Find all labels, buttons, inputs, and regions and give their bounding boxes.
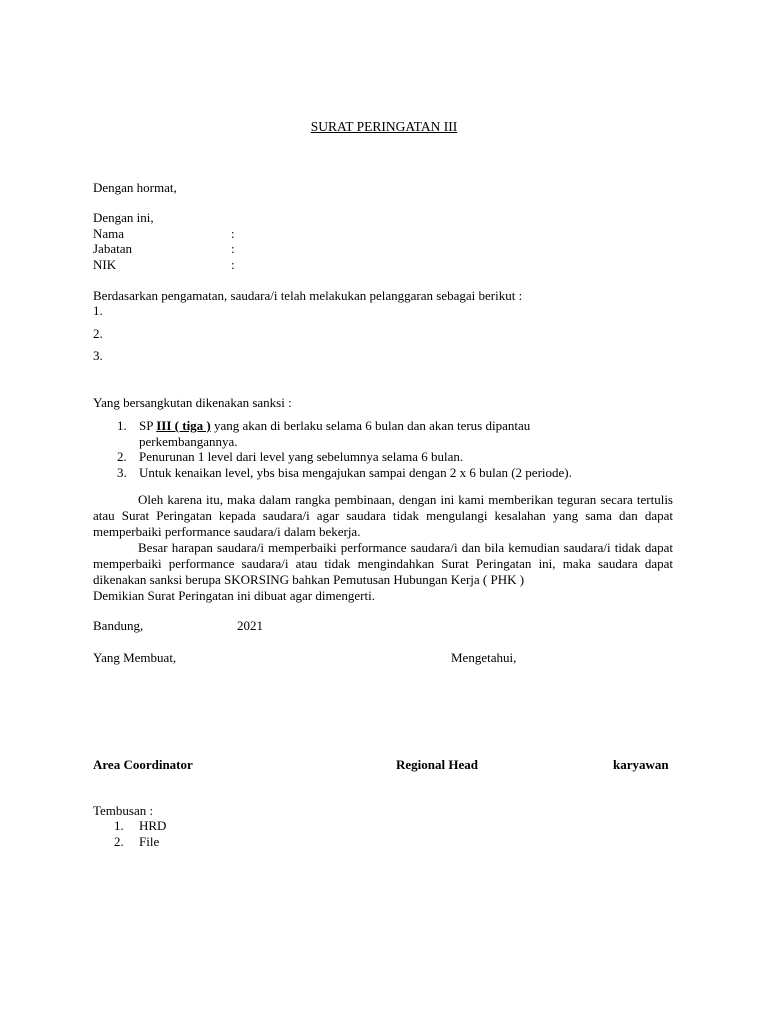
body-paragraph-2: Besar harapan saudara/i memperbaiki performance saudara/i dan bila kemudian saudara/i tidak dapat memperbaiki performance saudara/i atau tidak mengindahkan Surat Peringatan ini, maka saudara dapat dikenakan sanksi berupa SKORSING bahkan Pemutusan Hubungan Kerja ( PHK ) — [93, 540, 673, 587]
cc-item-file: File — [139, 834, 160, 849]
salutation: Dengan hormat, — [93, 180, 177, 195]
sanction-intro: Yang bersangkutan dikenakan sanksi : — [93, 395, 292, 410]
closing-sentence: Demikian Surat Peringatan ini dibuat agar dimengerti. — [93, 588, 375, 603]
violation-item-3: 3. — [93, 348, 103, 363]
intro-text: Dengan ini, — [93, 210, 154, 225]
sanction-item-1 — [139, 418, 530, 434]
cc-num-1: 1. — [114, 818, 124, 833]
field-colon-nama: : — [231, 226, 235, 241]
cc-label: Tembusan : — [93, 803, 154, 818]
cc-num-2: 2. — [114, 834, 124, 849]
signatory-employee: karyawan — [613, 757, 669, 772]
sanction-prefix: SP — [139, 418, 157, 433]
field-label-nik: NIK — [93, 257, 117, 272]
violation-item-1: 1. — [93, 303, 103, 318]
sanction-item-3: Untuk kenaikan level, ybs bisa mengajukan sampai dengan 2 x 6 bulan (2 periode). — [139, 465, 572, 480]
field-colon-nik: : — [231, 257, 235, 272]
sanction-item-2: Penurunan 1 level dari level yang sebelumnya selama 6 bulan. — [139, 449, 464, 464]
letter-title: SURAT PERINGATAN III — [310, 119, 458, 134]
field-label-jabatan: Jabatan — [93, 241, 132, 256]
violation-item-2: 2. — [93, 326, 103, 341]
violation-intro: Berdasarkan pengamatan, saudara/i telah melakukan pelanggaran sebagai berikut : — [93, 288, 523, 303]
acknowledged-label: Mengetahui, — [451, 650, 517, 665]
body-paragraph-1: Oleh karena itu, maka dalam rangka pembinaan, dengan ini kami memberikan teguran secara tertulis atau Surat Peringatan kepada saudara/i agar saudara tidak mengulangi kesalahan yang sama dan dapat memperbaiki performance saudara/i dalam bekerja. — [93, 492, 673, 539]
made-by-label: Yang Membuat, — [93, 650, 177, 665]
sanction-num-3: 3. — [117, 465, 127, 480]
sanction-num-2: 2. — [117, 449, 127, 464]
field-label-nama: Nama — [93, 226, 125, 241]
field-colon-jabatan: : — [231, 241, 235, 256]
signatory-area-coordinator: Area Coordinator — [93, 757, 193, 772]
sanction-rest: yang akan di berlaku selama 6 bulan dan akan terus dipantau — [210, 418, 531, 433]
signatory-regional-head: Regional Head — [396, 757, 478, 772]
sanction-item-1-continued: perkembangannya. — [139, 434, 238, 449]
year: 2021 — [237, 618, 263, 633]
place: Bandung, — [93, 618, 144, 633]
sanction-num-1: 1. — [117, 418, 127, 433]
sanction-level: III ( tiga ) — [156, 418, 211, 433]
cc-item-hrd: HRD — [139, 818, 167, 833]
